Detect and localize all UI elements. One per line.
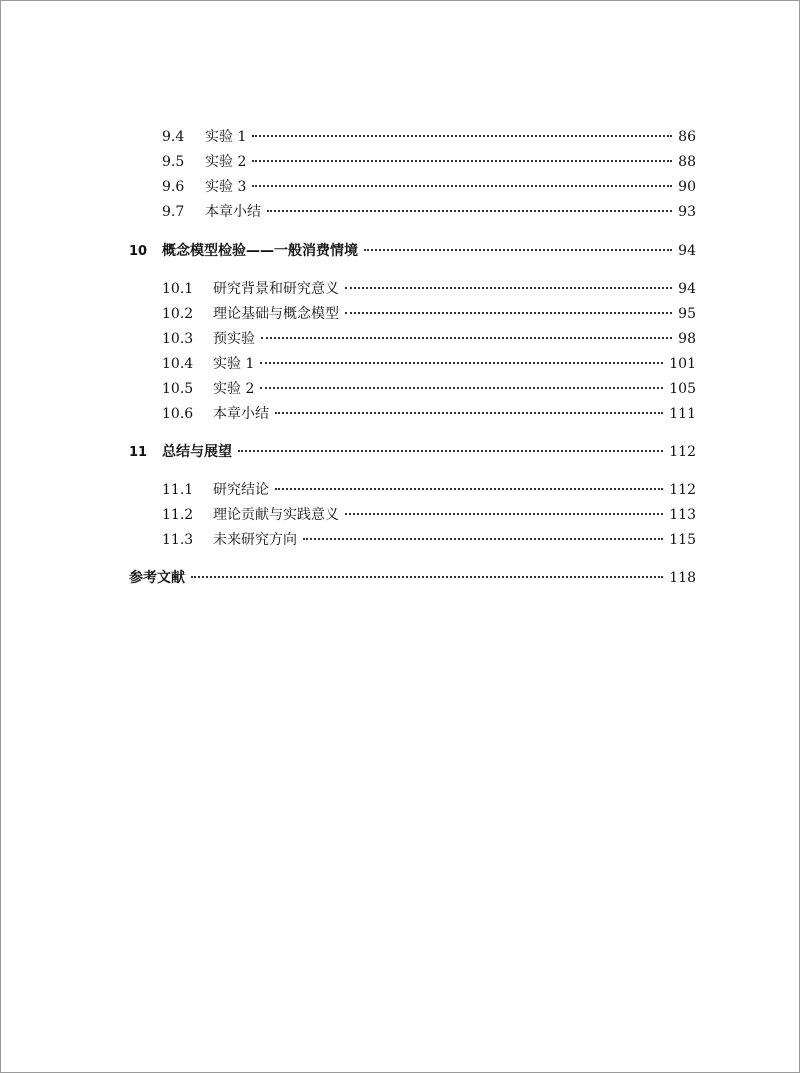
section-number: 10.2: [162, 306, 194, 322]
table-of-contents: [1, 1, 800, 1073]
dot-leader: [275, 412, 663, 414]
page-number: 115: [669, 532, 696, 548]
dot-leader: [252, 185, 672, 187]
section-title: 实验 2: [213, 381, 255, 397]
dot-leader: [267, 210, 672, 212]
section-title: 理论贡献与实践意义: [213, 507, 339, 523]
section-title: 实验 2: [205, 154, 247, 170]
toc-entry-10-5[interactable]: [162, 378, 696, 400]
dot-leader: [364, 249, 672, 251]
toc-entry-9-6[interactable]: [162, 176, 696, 198]
section-title: 本章小结: [213, 406, 269, 422]
section-number: 10.6: [162, 406, 194, 422]
section-number: 10.4: [162, 356, 194, 372]
chapter-title: 概念模型检验——一般消费情境: [162, 243, 358, 259]
chapter-number: 11: [129, 445, 148, 460]
toc-entry-11-1[interactable]: [162, 479, 696, 501]
section-title: 实验 1: [205, 129, 247, 145]
section-number: 9.6: [162, 179, 185, 195]
toc-chapter-11[interactable]: [129, 441, 696, 463]
references-title: 参考文献: [129, 570, 185, 586]
page-number: 94: [678, 243, 696, 259]
dot-leader: [260, 387, 663, 389]
page-number: 86: [678, 129, 696, 145]
section-title: 未来研究方向: [213, 532, 297, 548]
section-title: 实验 1: [213, 356, 255, 372]
page-number: 93: [678, 204, 696, 220]
dot-leader: [252, 160, 672, 162]
toc-entry-10-3[interactable]: [162, 328, 696, 350]
toc-entry-9-4[interactable]: [162, 126, 696, 148]
toc-entry-9-5[interactable]: [162, 151, 696, 173]
page-number: 101: [669, 356, 696, 372]
dot-leader: [345, 513, 663, 515]
section-number: 9.4: [162, 129, 185, 145]
dot-leader: [252, 135, 672, 137]
dot-leader: [303, 538, 663, 540]
page-number: 118: [669, 570, 696, 586]
toc-entry-11-2[interactable]: [162, 504, 696, 526]
page-number: 98: [678, 331, 696, 347]
section-number: 10.1: [162, 281, 194, 297]
toc-entry-11-3[interactable]: [162, 529, 696, 551]
dot-leader: [345, 312, 672, 314]
toc-chapter-10[interactable]: [129, 240, 696, 262]
section-number: 10.5: [162, 381, 194, 397]
page-number: 88: [678, 154, 696, 170]
dot-leader: [260, 362, 663, 364]
page-number: 111: [669, 406, 696, 422]
dot-leader: [345, 287, 672, 289]
page-number: 94: [678, 281, 696, 297]
section-number: 9.7: [162, 204, 185, 220]
page-number: 95: [678, 306, 696, 322]
chapter-title: 总结与展望: [162, 444, 232, 460]
toc-entry-10-6[interactable]: [162, 403, 696, 425]
section-number: 10.3: [162, 331, 194, 347]
toc-entry-10-2[interactable]: [162, 303, 696, 325]
page-number: 112: [669, 482, 696, 498]
section-number: 11.1: [162, 482, 194, 498]
section-number: 11.2: [162, 507, 194, 523]
page-number: 105: [669, 381, 696, 397]
section-title: 预实验: [213, 331, 255, 347]
page-number: 112: [669, 444, 696, 460]
section-title: 理论基础与概念模型: [213, 306, 339, 322]
page-number: 90: [678, 179, 696, 195]
section-title: 本章小结: [205, 204, 261, 220]
dot-leader: [275, 488, 663, 490]
section-title: 研究背景和研究意义: [213, 281, 339, 297]
section-number: 11.3: [162, 532, 194, 548]
section-title: 研究结论: [213, 482, 269, 498]
toc-entry-10-4[interactable]: [162, 353, 696, 375]
dot-leader: [238, 450, 663, 452]
chapter-number: 10: [129, 244, 148, 259]
toc-entry-10-1[interactable]: [162, 278, 696, 300]
page-number: 113: [669, 507, 696, 523]
dot-leader: [261, 337, 672, 339]
dot-leader: [191, 576, 663, 578]
toc-references[interactable]: [129, 567, 696, 589]
section-number: 9.5: [162, 154, 185, 170]
toc-entry-9-7[interactable]: [162, 201, 696, 223]
section-title: 实验 3: [205, 179, 247, 195]
